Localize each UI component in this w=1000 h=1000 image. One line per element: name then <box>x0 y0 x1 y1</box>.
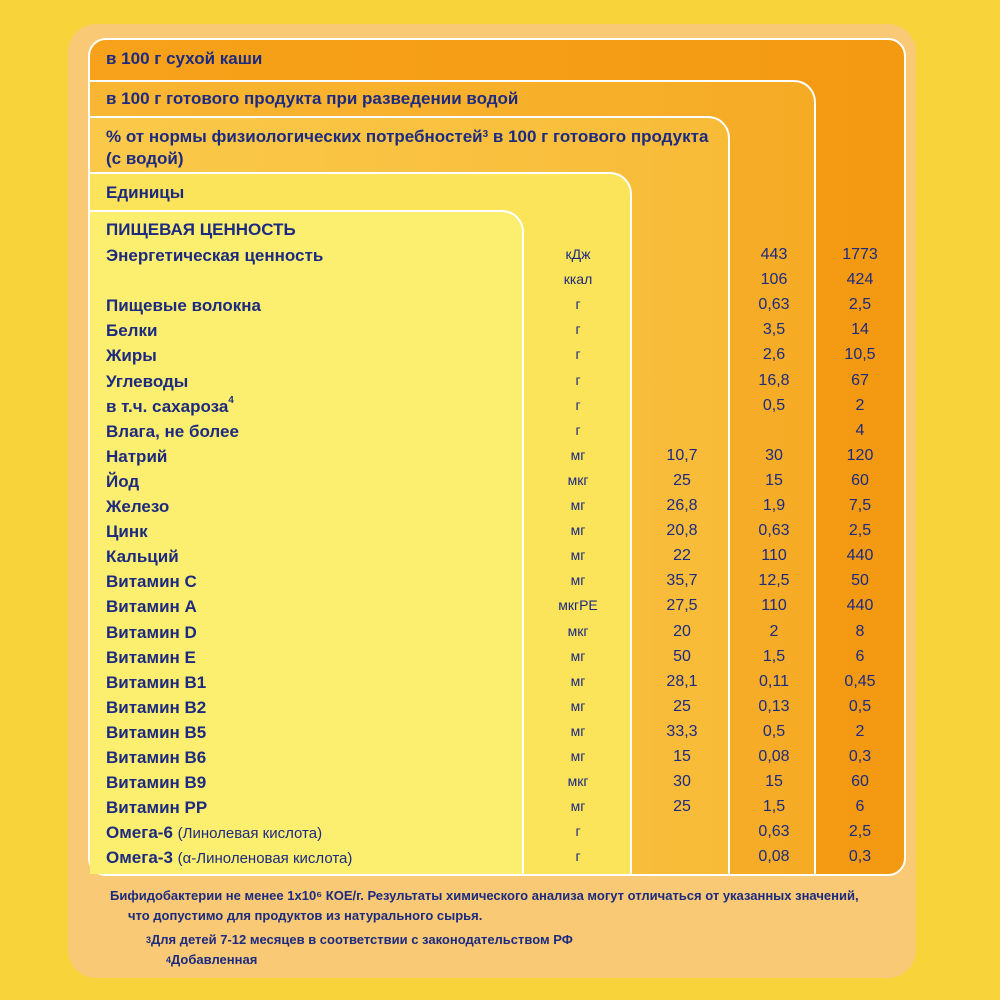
footnote-4: $^4$Добавленная <box>166 952 258 967</box>
row-dry-value: 440 <box>846 597 874 615</box>
row-label <box>106 296 261 316</box>
row-ready-value: 0,5 <box>762 722 786 740</box>
row-label-text: Витамин С <box>106 572 197 592</box>
row-label-text: Жиры <box>106 346 157 366</box>
row-unit: мг <box>570 722 586 739</box>
row-unit: г <box>575 371 581 388</box>
row-label-text: Витамин В2 <box>106 697 207 717</box>
row-dry-value: 8 <box>855 622 865 640</box>
row-ready-value: 443 <box>760 246 788 263</box>
row-norm-value: 35,7 <box>666 572 698 590</box>
row-label-text: Цинк <box>106 522 148 542</box>
row-unit: мг <box>570 647 586 664</box>
section-title: ПИЩЕВАЯ ЦЕННОСТЬ <box>106 220 296 239</box>
row-label-text: Витамин РР <box>106 798 208 818</box>
row-dry-value: 0,3 <box>848 848 872 866</box>
row-label-text: Влага, не более <box>106 421 239 441</box>
row-norm-value: 26,8 <box>666 497 698 514</box>
row-dry-value: 50 <box>851 572 869 590</box>
table-row <box>0 648 1000 673</box>
header-norm: % от нормы физиологических потребностей$^3$ в 100 г готового продукта (с водой) <box>106 127 709 168</box>
row-label-text: Омега-3 <box>106 848 178 868</box>
row-ready-value: 0,63 <box>758 522 790 540</box>
row-unit: ккал <box>563 271 593 288</box>
table-row <box>0 698 1000 723</box>
row-label <box>106 673 206 693</box>
table-row <box>0 422 1000 447</box>
row-label-text: Натрий <box>106 446 168 466</box>
row-unit: кДж <box>565 246 591 262</box>
row-unit: мг <box>570 572 586 589</box>
row-ready-value: 0,63 <box>758 823 790 841</box>
row-dry-value: 67 <box>851 371 869 389</box>
row-ready-value: 1,5 <box>762 647 786 665</box>
footnote-line2: что допустимо для продуктов из натурального сырья. <box>128 908 483 923</box>
row-norm-value: 25 <box>673 798 691 816</box>
row-ready-value: 12,5 <box>758 572 790 590</box>
row-ready-value: 1,9 <box>762 497 786 514</box>
row-unit: г <box>575 396 581 413</box>
row-dry-value: 1773 <box>842 246 878 263</box>
row-unit: мкг <box>567 622 589 639</box>
row-label-text: Пищевые волокна <box>106 296 261 316</box>
row-label-text: Витамин В5 <box>106 722 207 742</box>
row-label-text: Йод <box>106 471 140 491</box>
row-label-text: Углеводы <box>106 371 189 391</box>
row-label <box>106 246 323 266</box>
row-ready-value: 0,63 <box>758 296 790 314</box>
row-label-paren: (Линолевая кислота) <box>177 825 323 843</box>
table-row <box>0 447 1000 472</box>
row-unit: г <box>575 421 581 438</box>
table-row <box>0 848 1000 873</box>
row-label <box>106 848 352 868</box>
table-row <box>0 394 1000 422</box>
row-dry-value: 6 <box>855 647 865 665</box>
row-label <box>106 823 322 843</box>
table-row <box>0 372 1000 397</box>
row-label-sup: 4 <box>228 394 234 406</box>
footnote-line1: Бифидобактерии не менее 1х10⁶ КОЕ/г. Результаты химического анализа могут отличаться от указанных значений, <box>110 888 859 903</box>
table-row <box>0 773 1000 798</box>
row-dry-value: 440 <box>846 547 874 565</box>
table-row <box>0 271 1000 296</box>
row-norm-value: 50 <box>673 647 691 665</box>
row-dry-value: 4 <box>855 421 865 439</box>
row-label-text: Витамин А <box>106 597 197 617</box>
row-ready-value: 1,5 <box>762 798 786 816</box>
row-label-paren: (α-Линоленовая кислота) <box>177 850 353 868</box>
row-label-text: Железо <box>106 497 170 516</box>
table-row <box>0 823 1000 848</box>
footnote-3: $^3$Для детей 7-12 месяцев в соответствии с законодательством РФ <box>146 932 573 947</box>
row-ready-value: 15 <box>765 773 783 791</box>
row-dry-value: 0,3 <box>848 748 872 765</box>
row-label <box>106 346 157 366</box>
row-label <box>106 321 157 341</box>
row-dry-value: 60 <box>851 471 869 489</box>
table-row <box>0 346 1000 371</box>
row-label <box>106 723 206 743</box>
row-dry-value: 6 <box>855 798 865 816</box>
table-row <box>0 522 1000 547</box>
row-label <box>106 597 197 617</box>
row-unit: мг <box>570 497 586 513</box>
row-unit: мкг <box>567 773 589 790</box>
row-unit: мг <box>570 522 586 539</box>
row-ready-value: 16,8 <box>758 371 790 389</box>
table-row <box>0 547 1000 572</box>
row-norm-value: 22 <box>673 547 691 565</box>
table-row <box>0 748 1000 773</box>
row-unit: г <box>575 848 581 865</box>
row-label-text: Белки <box>106 321 158 341</box>
row-ready-value: 0,11 <box>759 672 789 690</box>
row-label <box>106 773 206 793</box>
row-norm-value: 25 <box>673 471 691 489</box>
row-unit: мкг <box>567 471 589 488</box>
row-dry-value: 120 <box>846 446 874 464</box>
row-unit: г <box>575 823 581 840</box>
row-ready-value: 2 <box>769 622 779 640</box>
row-label <box>106 748 206 768</box>
row-unit: мг <box>570 547 586 564</box>
table-row <box>0 597 1000 622</box>
table-row <box>0 497 1000 522</box>
row-label-text: Энергетическая ценность <box>106 246 324 265</box>
row-label-text: Витамин В6 <box>106 748 207 767</box>
row-label-text: Омега-6 <box>106 823 178 843</box>
row-ready-value: 0,5 <box>762 396 786 414</box>
row-ready-value: 106 <box>760 271 788 289</box>
row-label-text: Витамин Е <box>106 647 196 667</box>
table-row <box>0 623 1000 648</box>
row-unit: мг <box>570 697 586 714</box>
row-unit: мг <box>570 798 586 815</box>
row-ready-value: 0,13 <box>758 697 790 715</box>
row-label-text: Витамин В9 <box>106 773 207 793</box>
row-norm-value: 33,3 <box>666 722 698 740</box>
row-dry-value: 14 <box>851 321 869 339</box>
table-row <box>0 723 1000 748</box>
row-label <box>106 372 188 392</box>
header-units: Единицы <box>106 183 185 202</box>
row-ready-value: 0,08 <box>758 848 790 866</box>
row-label <box>106 522 148 542</box>
row-ready-value: 2,6 <box>762 346 786 364</box>
row-unit: г <box>575 321 581 338</box>
row-norm-value: 30 <box>673 773 691 791</box>
header-ready: в 100 г готового продукта при разведении водой <box>106 89 519 108</box>
row-norm-value: 25 <box>673 697 691 715</box>
table-row <box>0 572 1000 597</box>
row-norm-value: 27,5 <box>666 597 698 615</box>
header-dry: в 100 г сухой каши <box>106 49 263 68</box>
row-label <box>106 623 197 643</box>
row-label <box>106 547 179 567</box>
table-row <box>0 321 1000 346</box>
row-norm-value: 28,1 <box>666 672 698 690</box>
row-dry-value: 2,5 <box>848 522 872 540</box>
table-row <box>0 472 1000 497</box>
row-dry-value: 2 <box>855 722 865 740</box>
row-norm-value: 20 <box>673 622 691 640</box>
row-dry-value: 424 <box>846 271 874 289</box>
row-label <box>106 472 139 492</box>
row-unit: мг <box>570 446 586 463</box>
row-label <box>106 698 206 718</box>
row-label-text: в т.ч. сахароза <box>106 396 229 416</box>
table-row <box>0 246 1000 271</box>
row-dry-value: 10,5 <box>844 346 876 364</box>
row-label <box>106 648 196 668</box>
row-label <box>106 497 169 517</box>
row-label-text: Кальций <box>106 547 179 567</box>
row-ready-value: 0,08 <box>758 748 790 765</box>
table-row <box>0 296 1000 321</box>
row-norm-value: 20,8 <box>666 522 698 540</box>
row-ready-value: 110 <box>761 597 787 615</box>
row-unit: г <box>575 296 581 313</box>
row-ready-value: 15 <box>765 471 783 489</box>
row-label <box>106 394 234 417</box>
row-unit: мг <box>570 672 586 689</box>
row-dry-value: 2,5 <box>848 823 872 841</box>
row-label <box>106 572 197 592</box>
row-unit: мкгРЕ <box>558 597 598 614</box>
row-label <box>106 798 207 818</box>
row-ready-value: 110 <box>761 547 787 565</box>
row-dry-value: 2,5 <box>848 296 872 314</box>
row-label-text: Витамин В1 <box>106 672 207 692</box>
row-ready-value: 30 <box>765 446 783 464</box>
row-unit: мг <box>570 748 586 764</box>
row-dry-value: 0,45 <box>844 672 876 690</box>
row-dry-value: 2 <box>855 396 865 414</box>
row-label-text: Витамин D <box>106 622 197 642</box>
table-row <box>0 798 1000 823</box>
row-label <box>106 422 239 442</box>
row-dry-value: 0,5 <box>848 697 872 715</box>
row-dry-value: 7,5 <box>848 497 872 514</box>
row-norm-value: 15 <box>673 748 691 765</box>
row-norm-value: 10,7 <box>666 446 698 464</box>
row-dry-value: 60 <box>851 773 869 791</box>
row-label <box>106 447 167 467</box>
table-row <box>0 673 1000 698</box>
row-unit: г <box>575 346 581 363</box>
row-ready-value: 3,5 <box>762 321 786 339</box>
